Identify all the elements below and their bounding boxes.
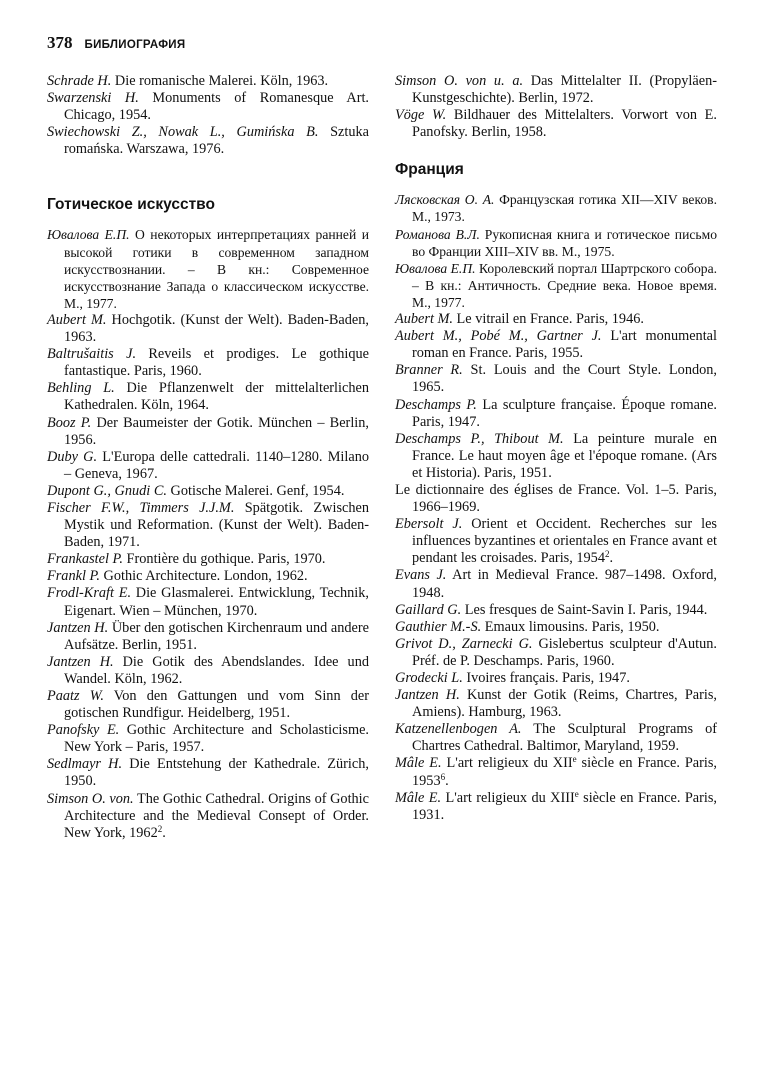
entry-text: Orient et Occident. Recherches sur les influences byzantines et orientales en France avant et pendant les croisades. Paris, 1954 bbox=[412, 516, 717, 567]
entry-superscript: 2 bbox=[604, 549, 610, 560]
entry-text: Bildhauer des Mittelalters. Vorwort von E. Panofsky. Berlin, 1958. bbox=[412, 107, 717, 141]
bibliography-entry bbox=[47, 756, 369, 790]
right-column bbox=[395, 73, 717, 824]
entry-text: Hochgotik. (Kunst der Welt). Baden-Baden, 1963. bbox=[64, 311, 369, 346]
left-column bbox=[47, 73, 369, 842]
entry-author: Романова В.Л. bbox=[395, 226, 480, 242]
bibliography-entry bbox=[47, 449, 369, 483]
entry-text: Das Mittelalter II. (Propyläen-Kunstgeschichte). Berlin, 1972. bbox=[412, 73, 717, 107]
entry-text: Kunst der Gotik (Reims, Chartres, Paris, Amiens). Hamburg, 1963. bbox=[412, 687, 717, 721]
bibliography-entry bbox=[395, 328, 717, 362]
bibliography-entry bbox=[47, 380, 369, 414]
page-number: 378 bbox=[47, 33, 73, 52]
bibliography-entry bbox=[47, 722, 369, 756]
bibliography-entry bbox=[47, 791, 369, 842]
entry-author: Booz P. bbox=[47, 414, 92, 431]
entry-author: Gauthier M.-S. bbox=[395, 618, 482, 635]
entry-author: Deschamps P. bbox=[395, 396, 477, 413]
entry-author: Sedlmayr H. bbox=[47, 756, 123, 773]
entry-text: Рукописная книга и готическое письмо во Франции XIII–XIV вв. М., 1975. bbox=[412, 226, 717, 259]
entry-text: The Gothic Cathedral. Origins of Gothic Architecture and the Medieval Consept of Order. New York, 1962 bbox=[64, 790, 370, 841]
entry-author: Behling L. bbox=[47, 380, 115, 397]
entry-author: Simson O. von u. a. bbox=[395, 73, 524, 89]
entry-author: Panofsky E. bbox=[47, 722, 120, 739]
bibliography-entry bbox=[47, 483, 369, 500]
bibliography-entry bbox=[47, 585, 369, 619]
running-title: БИБЛИОГРАФИЯ bbox=[84, 39, 186, 51]
bibliography-entry bbox=[395, 619, 717, 636]
entry-author: Frodl-Kraft E. bbox=[47, 585, 132, 602]
entry-superscript: e bbox=[574, 788, 579, 799]
entry-superscript: 2 bbox=[157, 823, 163, 834]
entry-text-tail: . bbox=[609, 550, 614, 567]
entry-author: Frankl P. bbox=[47, 568, 100, 585]
entry-superscript: e bbox=[572, 754, 577, 765]
entry-author: Katzenellenbogen A. bbox=[395, 721, 522, 738]
entry-text-tail: siècle en France. Paris, 1953 bbox=[412, 755, 717, 789]
bibliography-entry bbox=[395, 107, 717, 141]
entry-text: Die Glasmalerei. Entwicklung, Technik, Eigenart. Wien – München, 1970. bbox=[64, 585, 369, 619]
bibliography-entry bbox=[395, 311, 717, 328]
left-entries bbox=[47, 226, 369, 841]
bibliography-entry bbox=[395, 260, 717, 311]
section-heading-france: Франция bbox=[395, 161, 464, 179]
bibliography-entry bbox=[47, 568, 369, 585]
entry-author: Duby G. bbox=[47, 448, 98, 465]
entry-text-tail: . bbox=[162, 824, 166, 841]
entry-text: Sztuka romańska. Warszawa, 1976. bbox=[64, 124, 369, 158]
right-top-entries bbox=[395, 73, 717, 141]
entry-text: Frontière du gothique. Paris, 1970. bbox=[122, 551, 326, 568]
bibliography-entry bbox=[395, 516, 717, 567]
bibliography-entry bbox=[47, 124, 369, 158]
entry-author: Gaillard G. bbox=[395, 601, 462, 618]
bibliography-entry bbox=[395, 362, 717, 396]
entry-author: Swarzenski H. bbox=[47, 90, 139, 107]
bibliography-entry bbox=[47, 73, 369, 90]
entry-text: Monuments of Romanesque Art. Chicago, 1954. bbox=[64, 90, 369, 124]
entry-text: Французская готика XII—XIV веков. М., 1973. bbox=[412, 192, 717, 225]
entry-text: Spätgotik. Zwischen Mystik und Reformation. (Kunst der Welt). Baden-Baden, 1971. bbox=[64, 499, 369, 551]
bibliography-entry bbox=[395, 73, 717, 107]
entry-text: Gotische Malerei. Genf, 1954. bbox=[166, 482, 345, 499]
entry-text: Die romanische Malerei. Köln, 1963. bbox=[111, 73, 329, 89]
bibliography-entry bbox=[395, 790, 717, 824]
entry-text: Le dictionnaire des églises de France. Vol. 1–5. Paris, 1966–1969. bbox=[395, 481, 717, 516]
entry-author: Ювалова Е.П. bbox=[47, 227, 130, 243]
bibliography-entry bbox=[395, 670, 717, 687]
entry-author: Vöge W. bbox=[395, 107, 447, 124]
entry-text: L'art religieux du XIII bbox=[441, 789, 575, 806]
bibliography-entry bbox=[395, 397, 717, 431]
entry-text: Emaux limousins. Paris, 1950. bbox=[481, 618, 660, 635]
right-entries bbox=[395, 191, 717, 823]
entry-author: Jantzen H. bbox=[47, 653, 114, 670]
entry-author: Aubert M., Pobé M., Gartner J. bbox=[395, 328, 602, 345]
bibliography-entry bbox=[47, 620, 369, 654]
bibliography-entry bbox=[47, 654, 369, 688]
bibliography-entry bbox=[47, 90, 369, 124]
bibliography-entry bbox=[395, 431, 717, 482]
entry-author: Deschamps P., Thibout M. bbox=[395, 430, 564, 447]
entry-text: Reveils et prodiges. Le gothique fantastique. Paris, 1960. bbox=[64, 346, 369, 380]
entry-author: Baltrušaitis J. bbox=[47, 346, 137, 363]
entry-text: Ivoires français. Paris, 1947. bbox=[462, 670, 630, 686]
entry-author: Ювалова Е.П. bbox=[395, 260, 476, 276]
entry-author: Schrade H. bbox=[47, 73, 112, 89]
entry-author: Mâle E. bbox=[395, 789, 442, 806]
entry-author: Dupont G., Gnudi C. bbox=[47, 482, 167, 499]
entry-text: Die Gotik des Abendslandes. Idee und Wandel. Köln, 1962. bbox=[64, 653, 369, 687]
entry-text-tail: . bbox=[445, 772, 449, 789]
entry-text: Le vitrail en France. Paris, 1946. bbox=[452, 311, 644, 328]
entry-author: Aubert M. bbox=[47, 311, 107, 328]
bibliography-entry bbox=[395, 602, 717, 619]
bibliography-entry bbox=[47, 226, 369, 311]
bibliography-entry bbox=[47, 346, 369, 380]
entry-author: Frankastel P. bbox=[47, 551, 123, 568]
bibliography-entry bbox=[395, 226, 717, 260]
section-heading-gothic: Готическое искусство bbox=[47, 196, 215, 214]
entry-author: Grodecki L. bbox=[395, 670, 463, 686]
entry-author: Branner R. bbox=[395, 362, 463, 379]
entry-superscript: 6 bbox=[440, 771, 446, 782]
left-top-entries bbox=[47, 73, 369, 158]
entry-author: Grivot D., Zarnecki G. bbox=[395, 635, 533, 652]
entry-text: Der Baumeister der Gotik. München – Berlin, 1956. bbox=[64, 414, 369, 448]
entry-author: Jantzen H. bbox=[47, 619, 109, 636]
entry-author: Mâle E. bbox=[395, 755, 442, 772]
entry-text: L'art religieux du XII bbox=[441, 755, 573, 772]
bibliography-entry bbox=[395, 482, 717, 516]
entry-author: Simson O. von. bbox=[47, 790, 134, 807]
entry-text: Über den gotischen Kirchenraum und andere Aufsätze. Berlin, 1951. bbox=[64, 619, 369, 653]
bibliography-entry bbox=[47, 500, 369, 551]
entry-author: Aubert M. bbox=[395, 311, 453, 328]
bibliography-entry bbox=[395, 191, 717, 225]
entry-author: Jantzen H. bbox=[395, 687, 460, 704]
entry-author: Evans J. bbox=[395, 567, 447, 584]
entry-author: Swiechowski Z., Nowak L., Gumińska B. bbox=[47, 124, 319, 141]
page-header bbox=[47, 33, 185, 55]
bibliography-entry bbox=[395, 721, 717, 755]
entry-text: Art in Medieval France. 987–1498. Oxford, 1948. bbox=[412, 567, 717, 601]
bibliography-entry bbox=[395, 567, 717, 601]
entry-text: Die Entstehung der Kathedrale. Zürich, 1950. bbox=[64, 756, 369, 790]
bibliography-entry bbox=[47, 415, 369, 449]
entry-text: L'Europa delle cattedrali. 1140–1280. Milano – Geneva, 1967. bbox=[64, 448, 369, 482]
entry-author: Лясковская О. А. bbox=[395, 192, 495, 208]
entry-text: Von den Gattungen und vom Sinn der gotischen Rundfigur. Heidelberg, 1951. bbox=[64, 688, 369, 722]
entry-text: Les fresques de Saint-Savin I. Paris, 1944. bbox=[461, 601, 708, 618]
entry-author: Fischer F.W., Timmers J.J.M. bbox=[47, 499, 235, 516]
entry-text: Die Pflanzenwelt der mittelalterlichen Kathedralen. Köln, 1964. bbox=[64, 380, 369, 414]
entry-author: Ebersolt J. bbox=[395, 516, 463, 533]
entry-text: Gothic Architecture and Scholasticisme. New York – Paris, 1957. bbox=[64, 722, 369, 756]
entry-text: La peinture murale en France. Le haut moyen âge et l'époque romane. (Ars et Historia). Paris, 1951. bbox=[412, 430, 717, 481]
entry-text: La sculpture française. Époque romane. Paris, 1947. bbox=[412, 396, 717, 430]
entry-text: St. Louis and the Court Style. London, 1965. bbox=[412, 362, 717, 396]
entry-text: Gislebertus sculpteur d'Autun. Préf. de P. Deschamps. Paris, 1960. bbox=[412, 635, 717, 669]
bibliography-entry bbox=[47, 312, 369, 346]
bibliography-entry bbox=[395, 755, 717, 789]
bibliography-entry bbox=[47, 688, 369, 722]
bibliography-entry bbox=[47, 551, 369, 568]
entry-text: L'art monumental roman en France. Paris, 1955. bbox=[412, 328, 717, 362]
bibliography-entry bbox=[395, 687, 717, 721]
bibliography-entry bbox=[395, 636, 717, 670]
entry-text: Королевский портал Шартрского собора. – В кн.: Античность. Средние века. Новое время. М., 1977. bbox=[412, 260, 717, 310]
entry-text: The Sculptural Programs of Chartres Cathedral. Baltimor, Maryland, 1959. bbox=[412, 721, 717, 755]
entry-text: Gothic Architecture. London, 1962. bbox=[99, 568, 308, 585]
entry-text: О некоторых интерпретациях ранней и высокой готики в современном западном искусствознании. – В кн.: Современное искусствознание Запада о классическом искусстве. М., 1977. bbox=[64, 227, 369, 311]
entry-author: Paatz W. bbox=[47, 688, 104, 704]
entry-text-tail: siècle en France. Paris, 1931. bbox=[412, 789, 717, 823]
